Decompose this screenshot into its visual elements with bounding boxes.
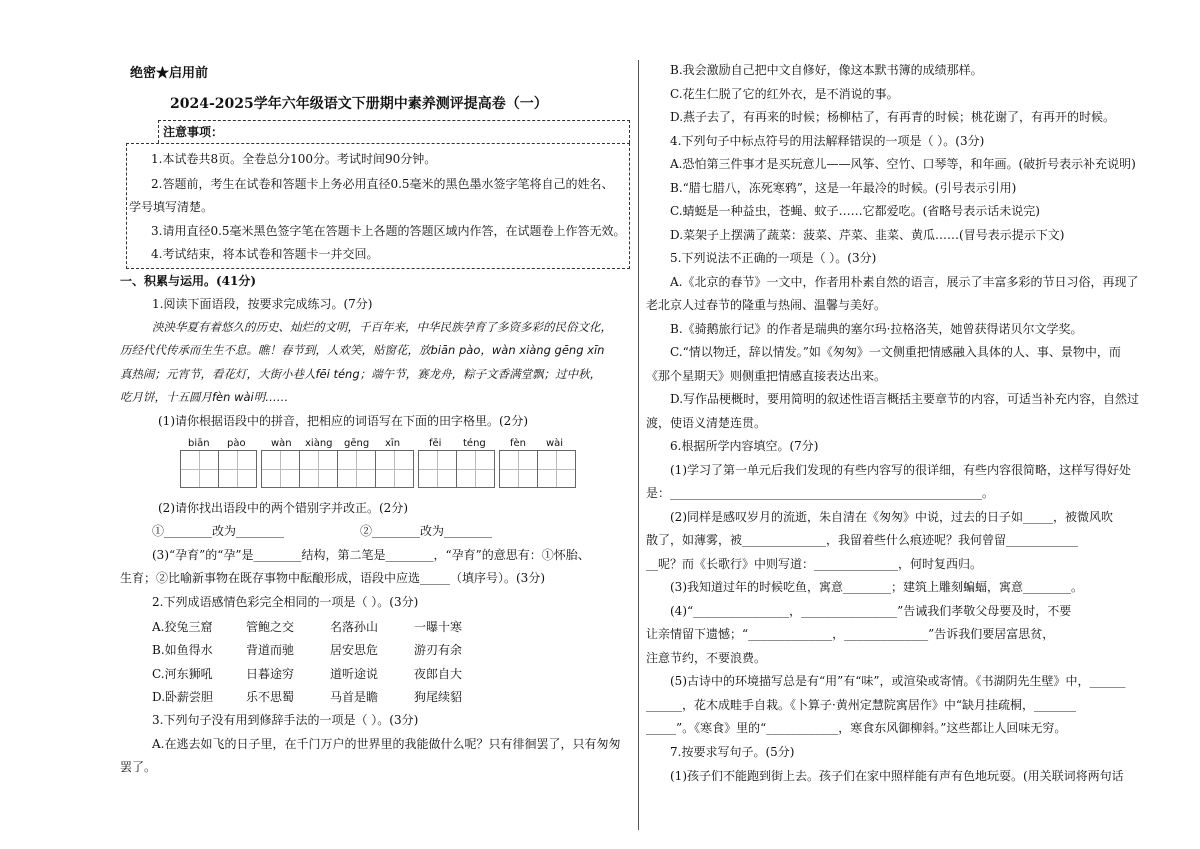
option-row[interactable] — [152, 641, 462, 658]
option-row[interactable] — [152, 665, 462, 682]
option-text[interactable]: C.“情以物迁，辞以情发。”如《匆匆》一文侧重把情感融入具体的人、事、景物中，而 — [670, 345, 1121, 359]
question-stem: 5.下列说法不正确的一项是（ ）。(3分) — [670, 251, 877, 265]
passage-line: 吃月饼，十五圆月fèn wài明…… — [120, 390, 289, 404]
grid-cell[interactable] — [375, 450, 414, 488]
writing-grid[interactable] — [499, 450, 575, 488]
grid-cell[interactable] — [337, 450, 376, 488]
writing-grid[interactable] — [180, 450, 256, 488]
fill-line[interactable]: __呢？而《长歌行》中则写道：______________，何时复西归。 — [646, 557, 983, 571]
fill-line[interactable]: ______，花木成畦手自栽。《卜算子·黄州定慧院寓居作》中“缺月挂疏桐，_______ — [646, 698, 1076, 712]
option-text[interactable]: B.我会激励自己把中文自修好，像这本默书簿的成绩那样。 — [670, 63, 983, 77]
fill-line[interactable]: 是：____________________________________________________。 — [646, 486, 995, 500]
option-label: D.卧薪尝胆 — [152, 690, 214, 704]
grid-cell[interactable] — [261, 450, 300, 488]
grid-cell[interactable] — [180, 450, 219, 488]
note-item: 2.答题前，考生在试卷和答题卡上务必用直径0.5毫米的黑色墨水签字笔将自己的姓名、 — [151, 177, 614, 191]
grid-cell[interactable] — [456, 450, 495, 488]
pinyin-label: fèn — [510, 438, 527, 449]
pinyin-label: pào — [227, 438, 246, 449]
passage-line: 真热闹；元宵节，看花灯，大街小巷人fēi téng；端午节，赛龙舟，粽子文香满堂飘；过中秋， — [120, 367, 602, 381]
idiom: 名落孙山 — [330, 620, 379, 634]
fill-line[interactable]: (3)我知道过年的时候吃鱼，寓意________；建筑上雕刻蝙蝠，寓意________。 — [670, 580, 1084, 594]
passage-line: 历经代代传承而生生不息。瞧！春节到，人欢笑，贴窗花，放biān pào，wàn xiàng gēng xīn — [120, 343, 605, 357]
option-text[interactable]: B.《骑鹅旅行记》的作者是瑞典的塞尔玛·拉格洛芙，她曾获得诺贝尔文学奖。 — [670, 322, 1083, 336]
option-text: 老北京人过春节的隆重与热闹、温馨与美好。 — [646, 298, 887, 312]
confidential-label: 绝密★启用前 — [130, 66, 209, 81]
option-text[interactable]: D.写作品梗概时，要用简明的叙述性语言概括主要章节的内容，可适当补充内容，自然过 — [670, 392, 1140, 406]
sub-question: (2)请你找出语段中的两个错别字并改正。(2分) — [158, 501, 408, 515]
note-item: 学号填写清楚。 — [129, 200, 214, 214]
grid-cell[interactable] — [218, 450, 257, 488]
fill-line: 注意节约，不要浪费。 — [646, 651, 767, 665]
idiom: 夜郎自大 — [414, 667, 463, 681]
pinyin-label: fēi — [429, 438, 442, 449]
option-row[interactable] — [152, 688, 462, 705]
sub-question: (3)“孕育”的“孕”是________结构，第二笔是________，“孕育”的意思有：①怀胎、 — [152, 548, 590, 562]
grid-cell[interactable] — [499, 450, 538, 488]
option-text[interactable]: A.恐怕第三件事才是买玩意儿——风筝、空竹、口琴等，和年画。(破折号表示补充说明) — [670, 157, 1136, 171]
passage-line: 泱泱华夏有着悠久的历史、灿烂的文明，千百年来，中华民族孕育了多资多彩的民俗文化， — [152, 320, 612, 334]
option-row[interactable] — [152, 618, 462, 635]
note-item: 3.请用直径0.5毫米黑色签字笔在答题卡上各题的答题区域内作答，在试题卷上作答无效。 — [151, 224, 626, 238]
question-stem: 1.阅读下面语段，按要求完成练习。(7分) — [152, 297, 373, 311]
option-label: A.狡兔三窟 — [152, 620, 213, 634]
section-heading: 一、积累与运用。(41分) — [120, 274, 257, 288]
option-label: C.河东狮吼 — [152, 667, 213, 681]
idiom: 居安思危 — [330, 643, 379, 657]
pinyin-label: xīn — [385, 438, 401, 449]
column-divider — [638, 60, 639, 830]
idiom: 狗尾续貂 — [414, 690, 463, 704]
option-text[interactable]: A.《北京的春节》一文中，作者用朴素自然的语言，展示了丰富多彩的节日习俗，再现了 — [670, 275, 1139, 289]
idiom: 游刃有余 — [414, 643, 463, 657]
sub-question: 生育；②比喻新事物在既存事物中酝酿形成，语段中应选_____（填序号）。(3分) — [120, 571, 546, 585]
question-stem: 3.下列句子没有用到修辞手法的一项是（ ）。(3分) — [152, 713, 419, 727]
question-stem: 2.下列成语感情色彩完全相同的一项是（ ）。(3分) — [152, 595, 419, 609]
idiom: 马首是瞻 — [330, 690, 379, 704]
idiom: 日暮途穷 — [246, 667, 295, 681]
option-text[interactable]: C.蜻蜓是一种益虫，苍蝇、蚊子……它都爱吃。(省略号表示话未说完) — [670, 204, 1040, 218]
pinyin-label: gēng — [344, 438, 370, 449]
question-stem: 7.按要求写句子。(5分) — [670, 745, 795, 759]
notes-heading-box — [158, 120, 630, 143]
grid-cell[interactable] — [537, 450, 576, 488]
pinyin-label: biān — [188, 438, 210, 449]
note-item: 1.本试卷共8页。全卷总分100分。考试时间90分钟。 — [151, 152, 437, 166]
pinyin-label: wài — [546, 438, 564, 449]
note-item: 4.考试结束，将本试卷和答题卡一并交回。 — [151, 247, 379, 261]
writing-grid[interactable] — [418, 450, 494, 488]
idiom: 乐不思蜀 — [246, 690, 295, 704]
option-text[interactable]: B.“腊七腊八，冻死寒鸦”，这是一年最冷的时候。(引号表示引用) — [670, 181, 1017, 195]
fill-line[interactable]: (2)同样是感叹岁月的流逝，朱自清在《匆匆》中说，过去的日子如_____，被微风吹 — [670, 510, 1114, 524]
fill-line[interactable]: (4)“________________，________________”告诫我们孝敬父母要及时，不要 — [670, 604, 1072, 618]
answer-blank[interactable]: ②________改为________ — [360, 524, 493, 538]
fill-line[interactable]: _____”。《寒食》里的“____________，寒食东风御柳斜。”这些都让人回味无穷。 — [646, 721, 1067, 735]
option-text[interactable]: D.菜架子上摆满了蔬菜：菠菜、芹菜、韭菜、黄瓜……(冒号表示提示下文) — [670, 228, 1065, 242]
left-column — [118, 0, 630, 849]
pinyin-label: téng — [463, 438, 486, 449]
sub-question: (1)孩子们不能跑到街上去。孩子们在家中照样能有声有色地玩耍。(用关联词将两句话 — [670, 769, 1124, 783]
option-text[interactable]: D.燕子去了，有再来的时候；杨柳枯了，有再青的时候；桃花谢了，有再开的时候。 — [670, 110, 1116, 124]
sub-question: (1)请你根据语段中的拼音，把相应的词语写在下面的田字格里。(2分) — [158, 414, 528, 428]
idiom: 一曝十寒 — [414, 620, 463, 634]
question-stem: 6.根据所学内容填空。(7分) — [670, 439, 819, 453]
notes-box — [126, 143, 630, 269]
question-stem: 4.下列句子中标点符号的用法解释错误的一项是（ ）。(3分) — [670, 134, 985, 148]
pinyin-label: wàn — [271, 438, 292, 449]
option-text: 渡，使语义清楚连贯。 — [646, 416, 767, 430]
option-text: 《那个星期天》则侧重把情感直接表达出来。 — [646, 369, 887, 383]
notes-heading: 注意事项： — [163, 125, 224, 139]
grid-cell[interactable] — [299, 450, 338, 488]
option-text: 罢了。 — [120, 760, 157, 774]
pinyin-label: xiàng — [305, 438, 333, 449]
idiom: 管鲍之交 — [246, 620, 295, 634]
fill-line[interactable]: 散了，如薄雾，被______________，我留着些什么痕迹呢？我何曾留____________ — [646, 533, 1079, 547]
option-text[interactable]: C.花生仁脱了它的红外衣，是不消说的事。 — [670, 87, 899, 101]
fill-line[interactable]: (5)古诗中的环境描写总是有“用”有“味”，或渲染或寄情。《书湖阴先生壁》中，______ — [670, 674, 1126, 688]
idiom: 道听途说 — [330, 667, 379, 681]
right-column — [646, 0, 1144, 849]
fill-line: (1)学习了第一单元后我们发现的有些内容写的很详细，有些内容很简略，这样写得好处 — [670, 463, 1132, 477]
idiom: 背道而驰 — [246, 643, 295, 657]
grid-cell[interactable] — [418, 450, 457, 488]
option-text[interactable]: A.在逃去如飞的日子里，在千门万户的世界里的我能做什么呢？只有徘徊罢了，只有匆匆 — [152, 737, 621, 751]
exam-title: 2024-2025学年六年级语文下册期中素养测评提高卷（一） — [170, 96, 548, 112]
option-label: B.如鱼得水 — [152, 643, 213, 657]
fill-line[interactable]: 让亲情留下遗憾；“______________，______________”告诉我们要居富思贫， — [646, 627, 1055, 641]
answer-blank[interactable]: ①________改为________ — [152, 524, 285, 538]
writing-grid[interactable] — [261, 450, 413, 488]
